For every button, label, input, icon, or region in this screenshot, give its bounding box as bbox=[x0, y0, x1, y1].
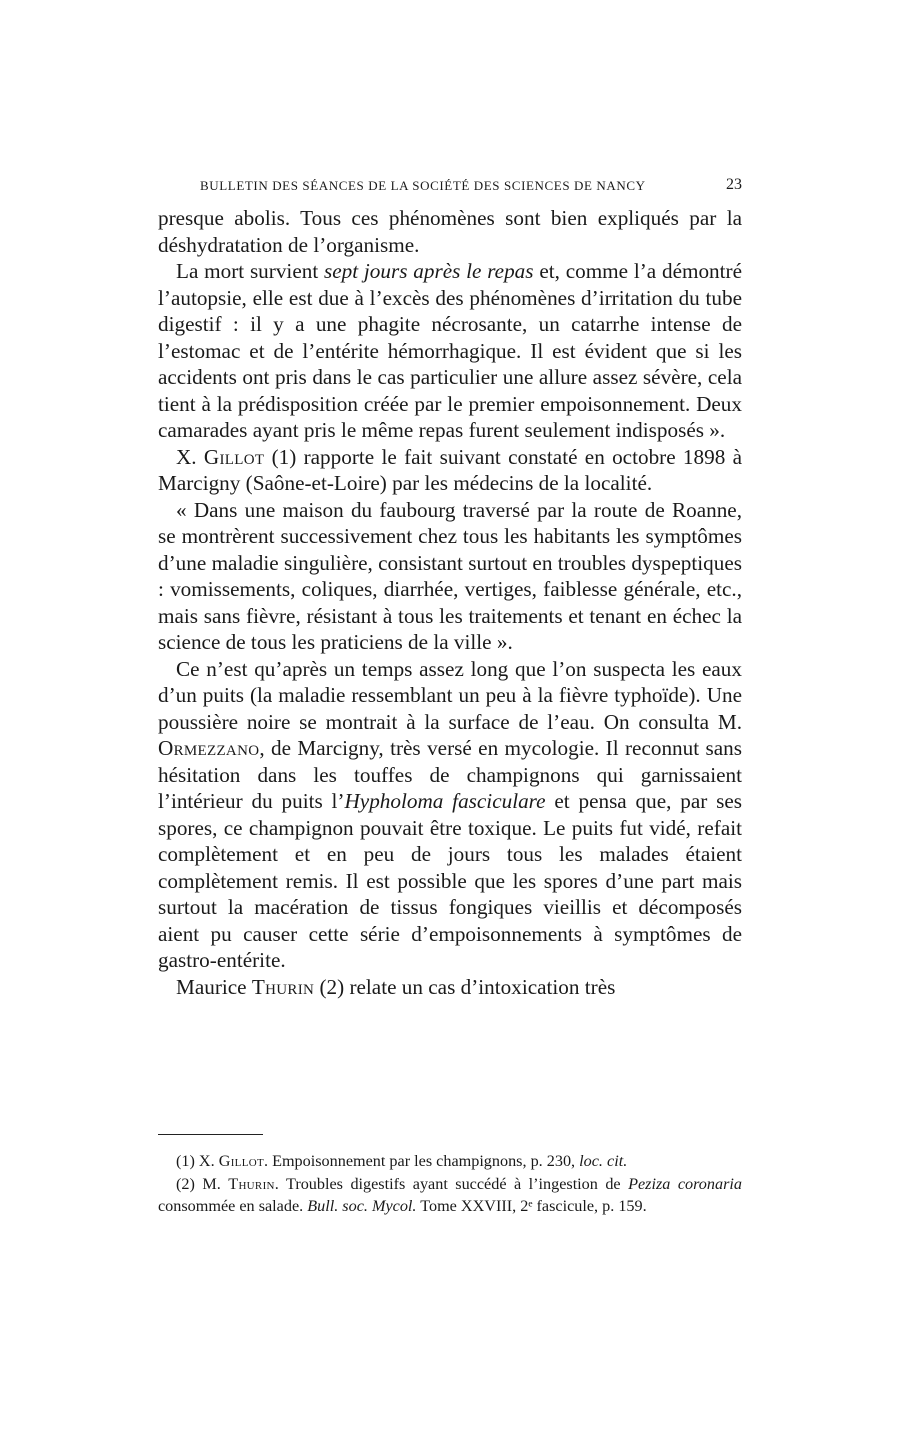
person-name: Ormezzano bbox=[158, 736, 260, 760]
paragraph-text: presque abolis. Tous ces phénomènes sont bien expliqués par la déshydratation de l’organisme. bbox=[158, 206, 742, 257]
journal-title: Bull. soc. Mycol. bbox=[307, 1197, 417, 1215]
paragraph-3 bbox=[158, 444, 742, 497]
paragraph-text: (1) rapporte le fait suivant constaté en octobre 1898 à Marcigny (Saône-et-Loire) par les médecins de la localité. bbox=[158, 444, 742, 495]
footnote-text: (2) M. bbox=[176, 1174, 229, 1193]
paragraph-text: « Dans une maison du faubourg traversé par la route de Roanne, se montrèrent successivement chez tous les habitants les symptômes d’une maladie singulière, consistant surtout en troubles dyspeptiques : vomissements, coliques, diarrhée, vertiges, faiblesse générale, etc., mais sans fièvre, résistant à tous les traitements et tenant en échec la science de tous les praticiens de la ville ». bbox=[158, 497, 742, 654]
paragraph-6 bbox=[158, 974, 742, 1001]
footnote-text: . Troubles digestifs ayant succédé à l’ingestion de bbox=[274, 1174, 629, 1193]
paragraph-5 bbox=[158, 656, 742, 974]
paragraph-text: (2) relate un cas d’intoxication très bbox=[314, 974, 616, 999]
author-name: Thurin bbox=[251, 974, 315, 999]
species-name: Hypholoma fasciculare bbox=[344, 789, 546, 813]
author-name: Gillot bbox=[203, 444, 265, 469]
footnote-divider bbox=[158, 1134, 263, 1135]
footnote-text: (1) X. bbox=[176, 1152, 219, 1170]
page-number: 23 bbox=[726, 176, 742, 193]
paragraph-text: Ce n’est qu’après un temps assez long que l’on suspecta les eaux d’un puits (la maladie ressemblant un peu à la fièvre typhoïde). Une poussière noire se montrait à la surface de l’eau. On consulta M. bbox=[158, 656, 742, 734]
running-title: BULLETIN DES SÉANCES DE LA SOCIÉTÉ DES SCIENCES DE NANCY bbox=[200, 178, 646, 193]
paragraph-text: X. bbox=[176, 444, 204, 469]
paragraph-4 bbox=[158, 497, 742, 656]
running-header bbox=[200, 178, 742, 198]
paragraph-1 bbox=[158, 205, 742, 258]
footnote-text: Tome XXVIII, 2ᵉ fascicule, p. 159. bbox=[416, 1197, 647, 1215]
footnote-2 bbox=[158, 1173, 742, 1218]
main-text bbox=[158, 205, 742, 1000]
footnote-text: . Empoisonnement par les champignons, p. 230, bbox=[263, 1152, 580, 1170]
footnote-1 bbox=[158, 1150, 742, 1173]
paragraph-text: et, comme l’a démontré l’autopsie, elle est due à l’excès des phénomènes d’irritation du tube digestif : il y a une phagite nécrosante, un catarrhe intense de l’estomac et de l’entérite hémorrhagique. Il est évident que si les accidents ont pris dans le cas particulier une allure assez sévère, cela tient à la prédisposition créée par le premier empoisonnement. Deux camarades ayant pris le même repas furent seulement indisposés ». bbox=[158, 259, 742, 442]
species-name: Peziza coronaria bbox=[628, 1174, 742, 1193]
author-name: Thurin bbox=[228, 1174, 275, 1193]
footnote-text: consommée en salade. bbox=[158, 1197, 308, 1215]
paragraph-text: et pensa que, par ses spores, ce champignon pouvait être toxique. Le puits fut vidé, refait complètement et en peu de jours tous les malades étaient complètement remis. Il est possible que les spores d’une part mais surtout la macération de tissus fongiques vieillis et décomposés aient pu causer cette série d’empoisonnements à symptômes de gastro-entérite. bbox=[158, 789, 743, 972]
citation-abbrev: loc. cit. bbox=[579, 1152, 628, 1170]
paragraph-text: La mort survient bbox=[176, 259, 324, 283]
footnotes bbox=[158, 1150, 742, 1218]
paragraph-text: , de Marcigny, très versé en mycologie. Il reconnut sans hésitation dans les touffes de champignons qui garnissaient l’intérieur du puits l’ bbox=[158, 736, 742, 813]
emphasis-text: sept jours après le repas bbox=[324, 259, 534, 283]
paragraph-2 bbox=[158, 258, 742, 444]
paragraph-text: Maurice bbox=[176, 974, 252, 999]
author-name: Gillot bbox=[218, 1152, 264, 1170]
